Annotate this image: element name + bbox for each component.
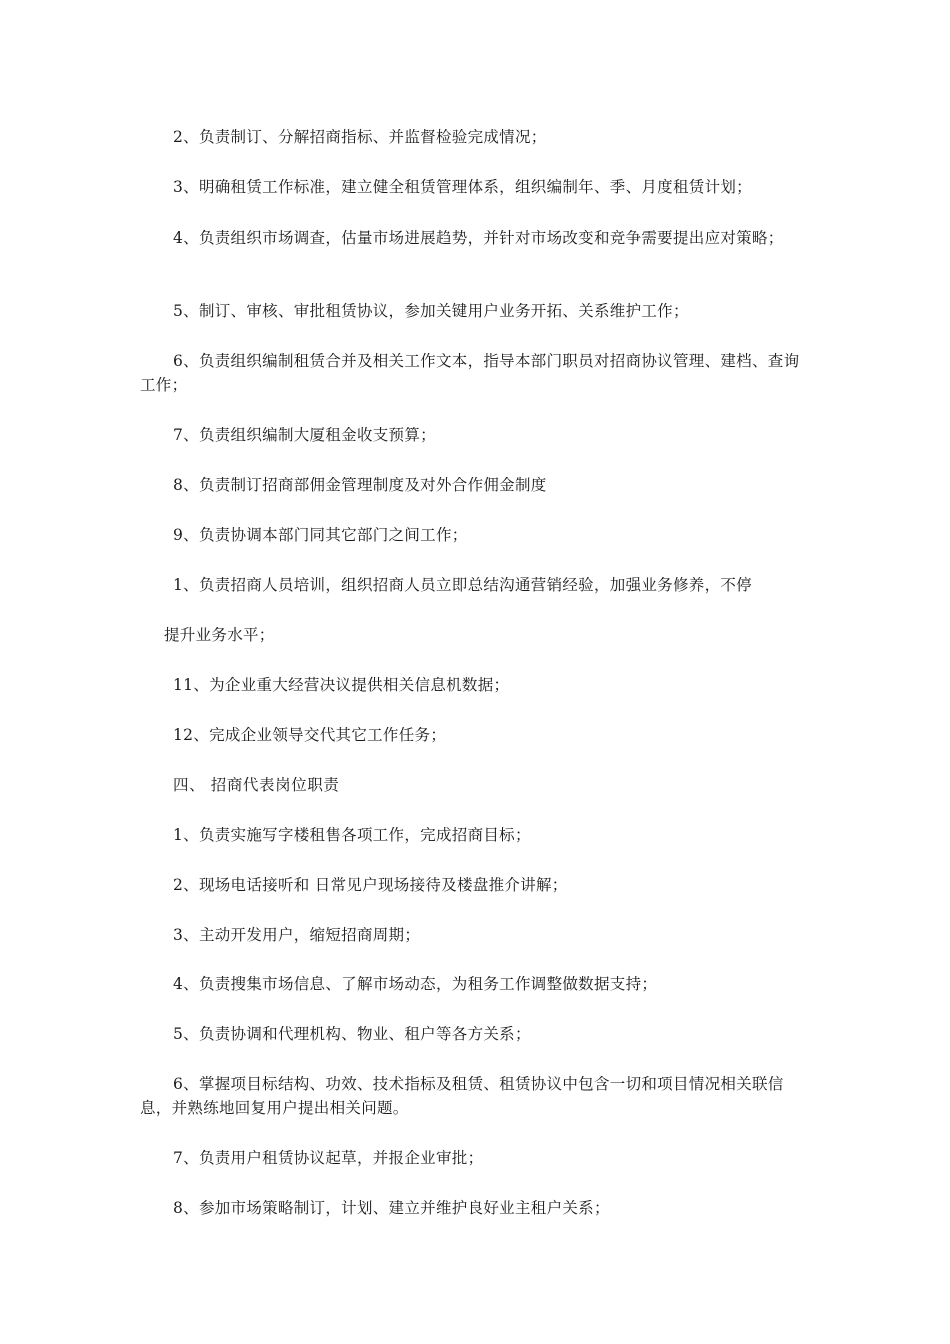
duty-item-6: 6、掌握项目标结构、功效、技术指标及租赁、租赁协议中包含一切和项目情况相关联信息，并熟练地回复用户提出相关问题。 xyxy=(140,1075,784,1117)
section-heading: 四、 招商代表岗位职责 xyxy=(173,776,340,794)
paragraph-item-11: 11、为企业重大经营决议提供相关信息机数据； xyxy=(173,676,510,694)
duty-item-5: 5、负责协调和代理机构、物业、租户等各方关系； xyxy=(173,1025,531,1043)
paragraph-item-2: 2、负责制订、分解招商指标、并监督检验完成情况； xyxy=(173,128,547,146)
paragraph-item-5: 5、制订、审核、审批租赁协议，参加关键用户业务开拓、关系维护工作； xyxy=(173,302,689,320)
paragraph-item-10-continued: 提升业务水平； xyxy=(164,626,275,644)
paragraph-item-3: 3、明确租赁工作标准，建立健全租赁管理体系，组织编制年、季、月度租赁计划； xyxy=(173,178,752,196)
paragraph-item-4: 4、负责组织市场调查，估量市场进展趋势，并针对市场改变和竞争需要提出应对策略； xyxy=(173,229,784,247)
paragraph-item-7: 7、负责组织编制大厦租金收支预算； xyxy=(173,426,436,444)
paragraph-item-6: 6、负责组织编制租赁合并及相关工作文本，指导本部门职员对招商协议管理、建档、查询工作； xyxy=(140,352,800,394)
duty-item-2: 2、现场电话接听和 日常见户现场接待及楼盘推介讲解； xyxy=(173,876,568,894)
duty-item-4: 4、负责搜集市场信息、了解市场动态，为租务工作调整做数据支持； xyxy=(173,975,658,993)
paragraph-item-9: 9、负责协调本部门同其它部门之间工作； xyxy=(173,526,468,544)
duty-item-7: 7、负责用户租赁协议起草，并报企业审批； xyxy=(173,1149,484,1167)
duty-item-3: 3、主动开发用户，缩短招商周期； xyxy=(173,926,421,944)
paragraph-item-10: 1、负责招商人员培训，组织招商人员立即总结沟通营销经验，加强业务修养，不停 xyxy=(173,576,752,594)
paragraph-item-8: 8、负责制订招商部佣金管理制度及对外合作佣金制度 xyxy=(173,476,547,494)
paragraph-item-12: 12、完成企业领导交代其它工作任务； xyxy=(173,726,447,744)
duty-item-1: 1、负责实施写字楼租售各项工作，完成招商目标； xyxy=(173,826,531,844)
duty-item-8: 8、参加市场策略制订，计划、建立并维护良好业主租户关系； xyxy=(173,1199,610,1217)
